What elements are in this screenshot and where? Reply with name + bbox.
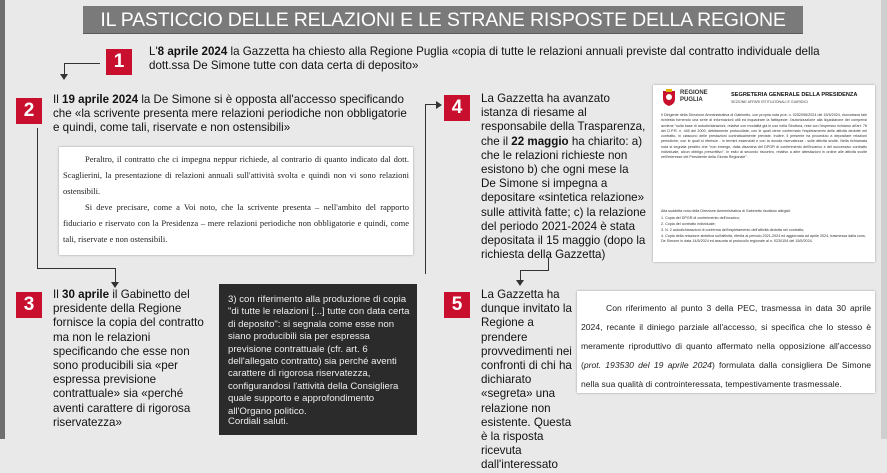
doc-4-excerpt <box>653 85 875 262</box>
connector-1-h <box>64 63 100 64</box>
doc-4-header-sub: SEZIONE AFFARI ISTITUZIONALI E GIURIDICI <box>731 100 809 104</box>
doc-5-excerpt <box>577 291 875 393</box>
step-1-text: L'8 aprile 2024 la Gazzetta ha chiesto alla Regione Puglia «copia di tutte le relazioni annuali previste dal contratto individuale della dott.ssa De Simone tutte con data certa di deposito» <box>149 45 820 73</box>
doc-2-excerpt <box>59 147 413 255</box>
doc-4-header-title: SEGRETERIA GENERALE DELLA PRESIDENZA <box>731 92 858 98</box>
doc-2-para-2: Si deve precisare, come a Voi noto, che la scrivente presenta – nell'ambito del rapporto fiduciario e riservato con la Presidenza – mere relazioni periodiche non obbligatorie e quindi, come tali, riservate e non ostensibili. <box>63 202 409 245</box>
step-5-badge: 5 <box>444 292 470 318</box>
connector-2-v <box>37 128 38 269</box>
connector-3-v <box>425 104 426 274</box>
doc-2-para-1: Peraltro, il contratto che ci impegna neppur richiede, al contrario di quanto indicato dal dott. Scaglierini, la presentazione di relazioni annuali sull'attività svolta e quindi non vi sono relazioni ostensibili. <box>63 154 409 197</box>
step-4-badge: 4 <box>444 95 470 121</box>
doc-3-excerpt <box>219 284 417 435</box>
step-3-text: Il 30 aprile il Gabinetto del presidente della Regione fornisce la copia del contratto ma non le relazioni specificando che esse non sono producibili sia «per espressa previsione contrattuale» sia «perché aventi carattere di rigorosa riservatezza» <box>53 288 204 429</box>
doc-4-list-3: 3. N. 2 autodichiarazioni di conferma dell'espletamento dell'attività dedotta nel contratto; <box>661 228 805 232</box>
connector-4-h <box>520 270 549 271</box>
doc-3-para-1: 3) con riferimento alla produzione di copia "di tutte le relazioni [...] tutte con data certa di deposito": si segnala come esse non siano producibili sia per espressa previsione contrattuale (cfr. art. 6 dell'allegato contratto) sia perché aventi carattere di rigorosa riservatezza, configurandosi l'attività della Consigliera quale supporto e approfondimento all'Organo politico. <box>228 294 410 417</box>
left-edge <box>0 0 5 439</box>
doc-4-list-1: 1. Copia del DPGR di conferimento dell'incarico; <box>661 216 740 220</box>
logo-line-1: REGIONE <box>680 90 708 96</box>
doc-5-para: Con riferimento al punto 3 della PEC, trasmessa in data 30 aprile 2024, recante il diniego parziale all'accesso, si specifica che lo stesso è meramente riproduttivo di quanto affermato nella opposizione all'accesso (prot. 193530 del 19 aprile 2024) formulata dalla consigliera De Simone nella sua qualità di controinteressata, tempestivamente trasmessale. <box>581 303 871 389</box>
doc-4-list-intro: Alla suddetta nota della Direzione Amministrativa di Gabinetto risultano allegati: <box>661 209 791 213</box>
step-1-badge: 1 <box>106 49 132 75</box>
connector-4-arrow <box>516 280 524 286</box>
doc-4-list-2: 2. Copia del contratto individuale; <box>661 222 716 226</box>
title-banner <box>83 6 803 33</box>
step-2-badge: 2 <box>16 98 42 124</box>
doc-4-body: Il Dirigente della Direzione Amministrativa di Gabinetto, con propria nota prot. n. 0252096/2024 del 15/5/2024, riscontrava tale richiesta fornendo una serie di informazioni utili ed inquadrare la fattispecie: l'autorizzazione alla liquidazione dei compensi avviene "sulla base di autodichiarazioni, relative con modalità già in uso nella Struttura, rese con l'espresso richiamo all'art. 76 del D.P.R. n. 445 del 2000, debitamente protocollate, con le quali viene confermato l'espletamento delle attività dedotte nel contratto, in ciascuno delle prestazioni contrattualmente previste. Inoltre, il presente ha proceduto a depositare relazioni periodiche, con le quali si riferisce - in termini essenziali e con la dovuta riservatezza - sulle attività svolte. Nella richiamata nota si segnala peraltro che "non emerge, dalla disamina del DPGR di conferimento dell'incarico e del successivo contratto individuale, alcun obbligo prescrittivo". In esito al secondo riscontro, relativo a altre attestazioni in ordine alle attività svolte nell'interesse del Presidente della Giunta Regionale". <box>661 113 867 160</box>
regione-puglia-logo-icon <box>661 89 677 107</box>
step-2-text: Il 19 aprile 2024 la De Simone si è opposta all'accesso specificando che «la scrivente presenta mere relazioni periodiche non obbligatorie e quindi, come tali, riservate e non ostensibili» <box>53 93 407 135</box>
step-4-text: La Gazzetta ha avanzato istanza di riesame al responsabile della Trasparenza, che il 22 maggio ha chiarito: a) che le relazioni richieste non esistono b) che ogni mese la De Simone si impegna a depositare «sintetica relazione» sulle attività fatte; c) la relazione del periodo 2021-2024 è stata depositata il 15 maggio (dopo la richiesta della Gazzetta) <box>481 92 646 262</box>
regione-logo-text <box>680 90 708 104</box>
step-3-badge: 3 <box>16 292 42 318</box>
step-5-text: La Gazzetta ha dunque invitato la Regione a prendere provvedimenti nei confronti di chi ha dichiarato «segreta» una relazione non esistente. Questa è la risposta ricevuta dall'interessato <box>481 288 572 472</box>
connector-1-arrow <box>60 74 68 80</box>
doc-3-para-2: Cordiali saluti. <box>228 416 289 427</box>
connector-3-arrow <box>436 101 442 109</box>
connector-2-h <box>37 268 115 269</box>
right-edge <box>881 0 887 439</box>
page-title: IL PASTICCIO DELLE RELAZIONI E LE STRANE RISPOSTE DELLA REGIONE <box>100 9 786 31</box>
doc-4-list-4: 4. Copia della relazione sintetica sull'attività, riferita al periodo 2021-2024 ed aggiornata ad aprile 2024, trasmessa dalla cons. De Simone in data 14/5/2024 ed assunta al protocollo regionale al n. 0230154 del 15/5/2024. <box>661 234 866 244</box>
logo-line-2: PUGLIA <box>680 97 703 103</box>
